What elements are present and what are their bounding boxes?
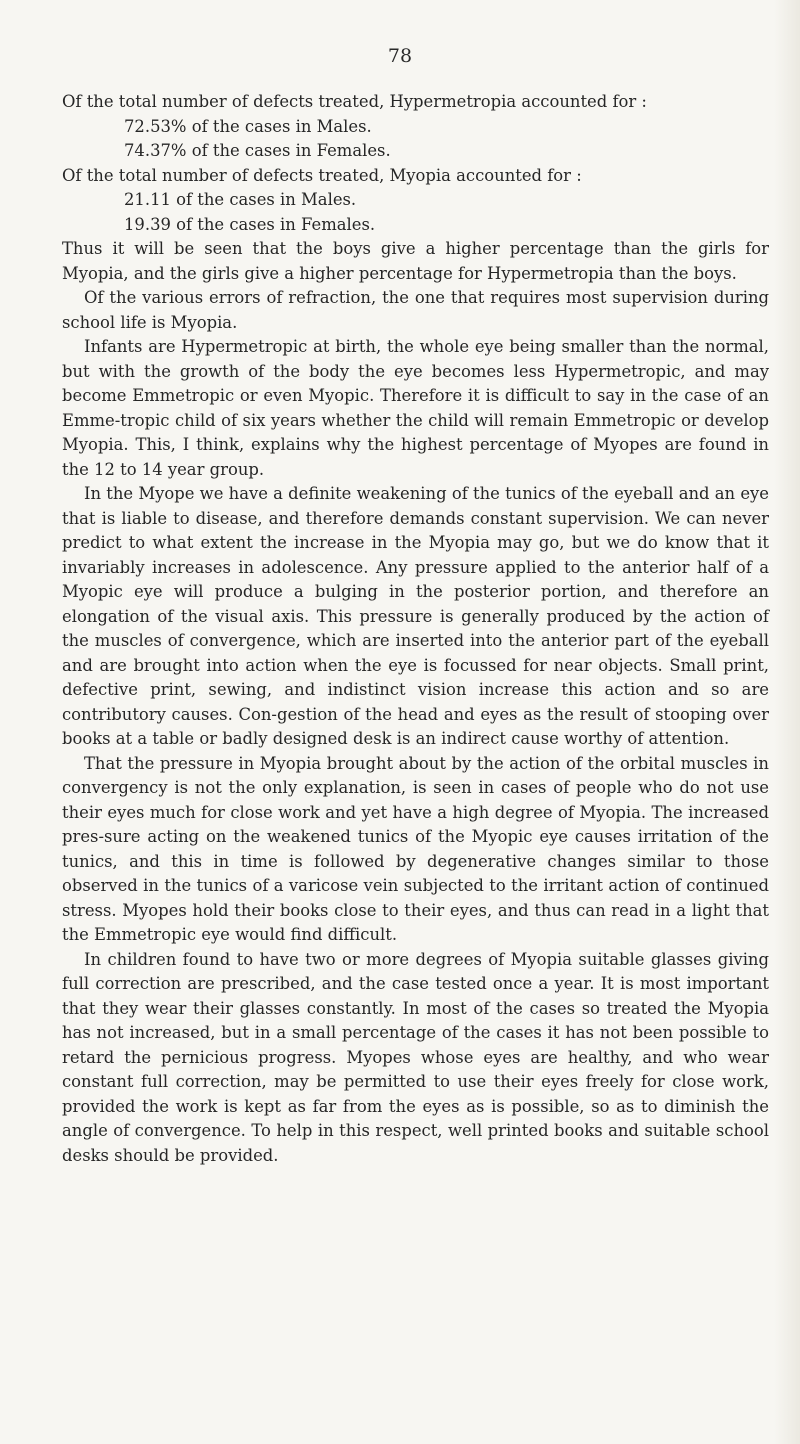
paragraph-myope-weakening: In the Myope we have a definite weakening of the tunics of the eyeball and an eye that is liable to disease, and therefore demands constant supervision. We can never predict to what extent the increase in the Myopia may go, but we do know that it invariably increases in adolescence. Any pressure applied to the anterior half of a Myopic eye will produce a bulging in the posterior portion, and therefore an elongation of the visual axis. This pressure is generally produced by the action of the muscles of convergence, which are inserted into the anterior part of the eyeball and are brought into action when the eye is focussed for near objects. Small print, defective print, sewing, and indistinct vision increase this action and so are contributory causes. Con-gestion of the head and eyes as the result of stooping over books at a table or badly designed desk is an indirect cause worthy of attention.	[62, 484, 769, 748]
paragraph-hypermetropia-intro: Of the total number of defects treated, Hypermetropia accounted for :	[62, 92, 647, 111]
paragraph-comparison: Thus it will be seen that the boys give a higher percentage than the girls for Myopia, and the girls give a higher percentage for Hypermetropia than the boys.	[62, 239, 769, 283]
page-edge-shading	[774, 0, 800, 1444]
stat-hypermetropia-males: 72.53% of the cases in Males.	[124, 116, 372, 136]
body-text	[62, 90, 769, 1168]
stat-myopia-females: 19.39 of the cases in Females.	[124, 214, 376, 234]
paragraph-treatment: In children found to have two or more degrees of Myopia suitable glasses giving full correction are prescribed, and the case tested once a year. It is most important that they wear their glasses constantly. In most of the cases so treated the Myopia has not increased, but in a small percentage of the cases it has not been possible to retard the pernicious progress. Myopes whose eyes are healthy, and who wear constant full correction, may be permitted to use their eyes freely for close work, provided the work is kept as far from the eyes as is possible, so as to diminish the angle of convergence. To help in this respect, well printed books and suitable school desks should be provided.	[62, 949, 769, 1165]
stat-hypermetropia-females: 74.37% of the cases in Females.	[124, 141, 391, 160]
stat-myopia-males: 21.11 of the cases in Males.	[124, 190, 357, 209]
paragraph-myopia-intro: Of the total number of defects treated, Myopia accounted for :	[62, 165, 582, 185]
paragraph-pressure-explanation: That the pressure in Myopia brought about by the action of the orbital muscles in convergency is not the only explanation, is seen in cases of people who do not use their eyes much for close work and yet have a high degree of Myopia. The increased pres-sure acting on the weakened tunics of the Myopic eye causes irritation of the tunics, and this in time is followed by degenerative changes similar to those observed in the tunics of a varicose vein subjected to the irritant action of continued stress. Myopes hold their books close to their eyes, and thus can read in a light that the Emmetropic eye would find difficult.	[62, 753, 769, 944]
paragraph-infants: Infants are Hypermetropic at birth, the whole eye being smaller than the normal, but with the growth of the body the eye becomes less Hypermetropic, and may become Emmetropic or even Myopic. Therefore it is difficult to say in the case of an Emme-tropic child of six years whether the child will remain Emmetropic or develop Myopia. This, I think, explains why the highest percentage of Myopes are found in the 12 to 14 year group.	[62, 337, 769, 479]
paragraph-refraction-errors: Of the various errors of refraction, the one that requires most supervision during school life is Myopia.	[62, 288, 769, 332]
page-number: 78	[387, 45, 413, 67]
